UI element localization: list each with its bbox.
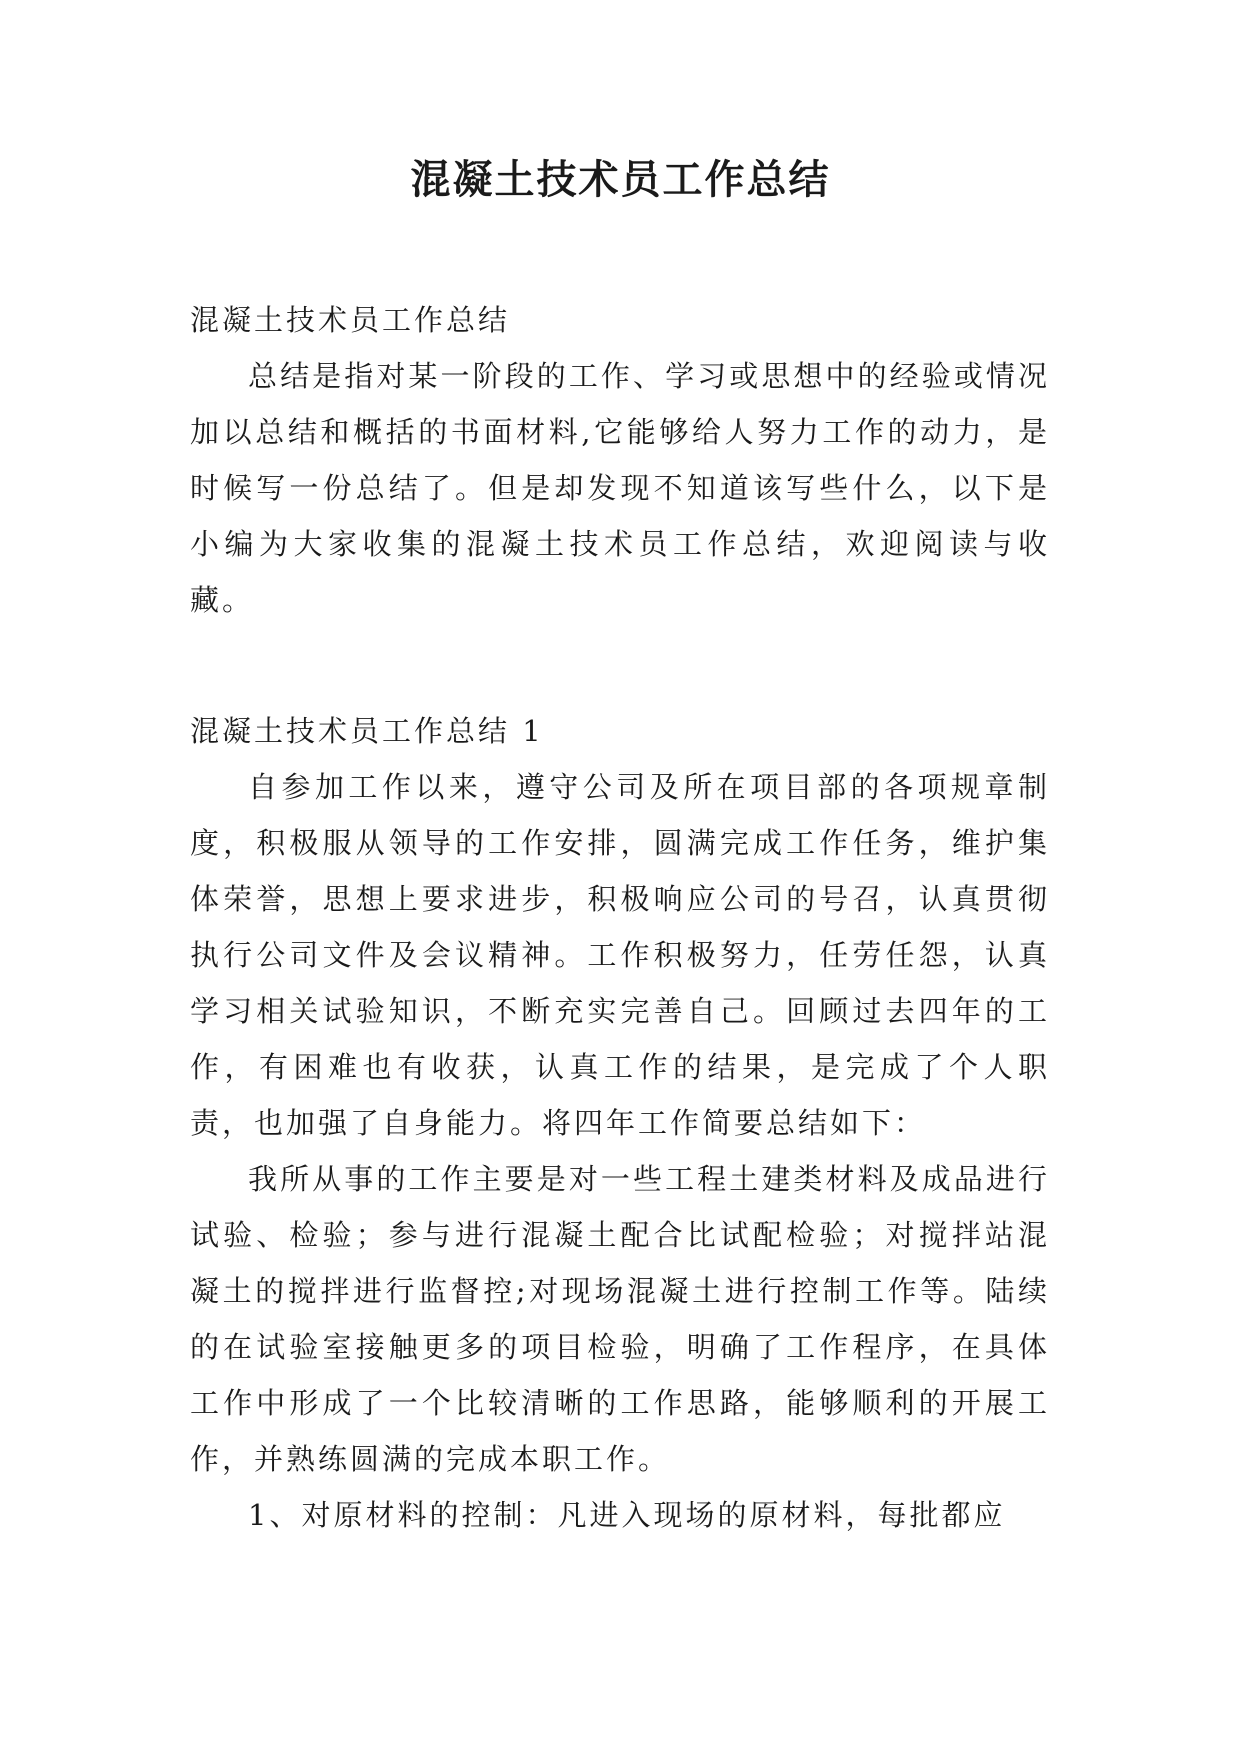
body-paragraph: 1、对原材料的控制：凡进入现场的原材料，每批都应: [248, 1498, 1006, 1532]
document-subtitle: 混凝土技术员工作总结: [190, 303, 511, 337]
body-paragraph: 自参加工作以来，遵守公司及所在项目部的各项规章制度，积极服从领导的工作安排，圆满完成工作任务，维护集体荣誉，思想上要求进步，积极响应公司的号召，认真贯彻执行公司文件及会议精神。工作积极努力，任劳任怨，认真学习相关试验知识，不断充实完善自己。回顾过去四年的工作，有困难也有收获，认真工作的结果，是完成了个人职责，也加强了自身能力。将四年工作简要总结如下：: [190, 770, 1050, 1140]
page-title: 混凝土技术员工作总结: [410, 156, 831, 203]
intro-paragraph: 总结是指对某一阶段的工作、学习或思想中的经验或情况加以总结和概括的书面材料,它能够给人努力工作的动力，是时候写一份总结了。但是却发现不知道该写些什么，以下是小编为大家收集的混凝土技术员工作总结，欢迎阅读与收藏。: [190, 359, 1050, 617]
section-heading: 混凝土技术员工作总结 1: [190, 714, 544, 748]
section-spacer: [190, 628, 1050, 703]
document-body: [190, 292, 1050, 1543]
body-paragraph: 我所从事的工作主要是对一些工程土建类材料及成品进行试验、检验；参与进行混凝土配合比试配检验；对搅拌站混凝土的搅拌进行监督控;对现场混凝土进行控制工作等。陆续的在试验室接触更多的项目检验，明确了工作程序，在具体工作中形成了一个比较清晰的工作思路，能够顺利的开展工作，并熟练圆满的完成本职工作。: [190, 1162, 1050, 1476]
